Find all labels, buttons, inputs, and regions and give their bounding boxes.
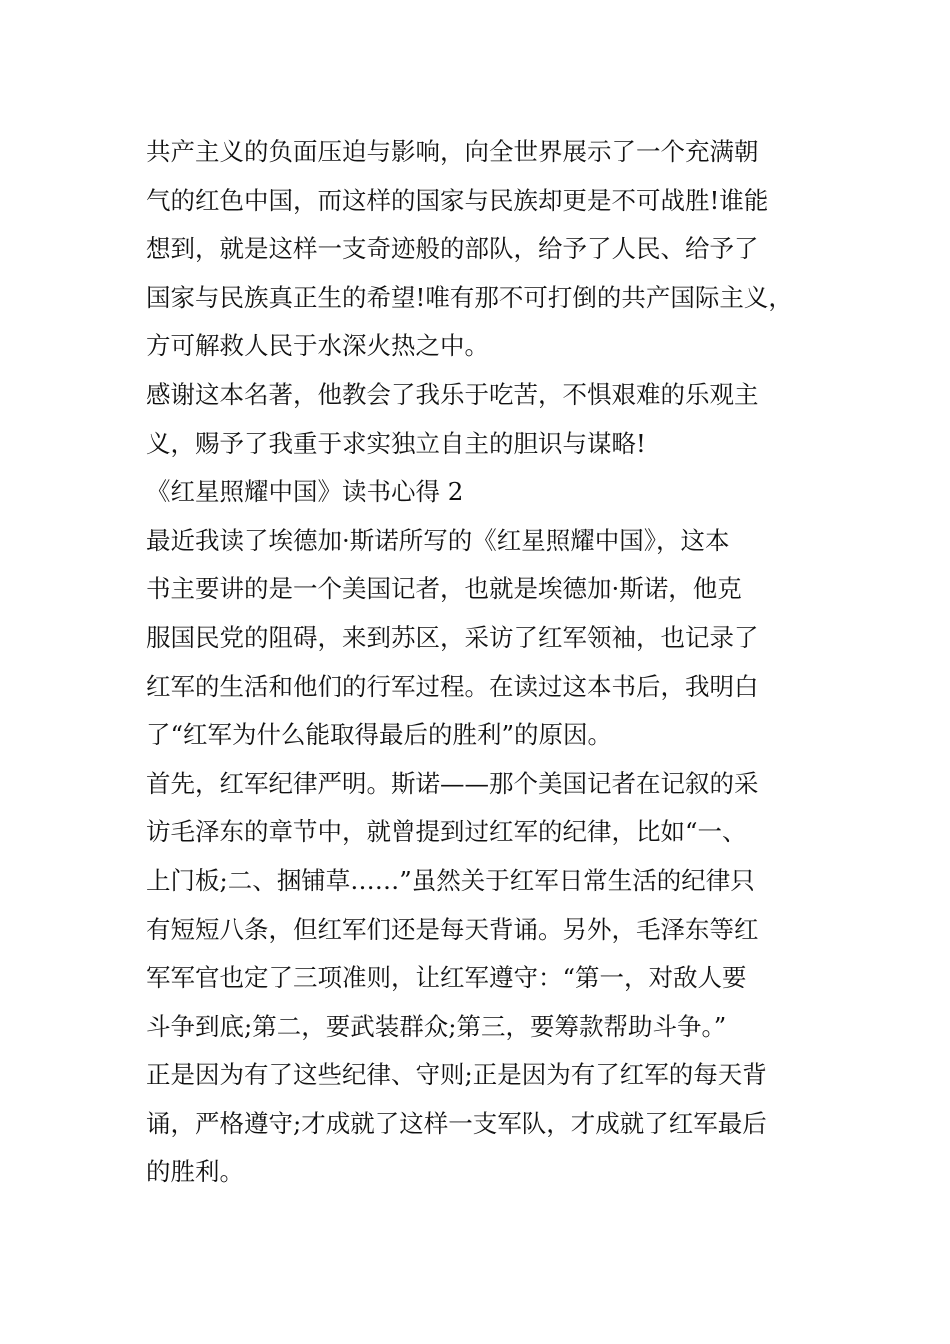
section-heading: 《红星照耀中国》读书心得 2 — [146, 477, 464, 507]
text-line: 感谢这本名著，他教会了我乐于吃苦，不惧艰难的乐观主 — [146, 379, 759, 409]
text-line: 书主要讲的是一个美国记者，也就是埃德加·斯诺，他克 — [146, 574, 742, 604]
text-line: 气的红色中国，而这样的国家与民族却更是不可战胜!谁能 — [146, 185, 769, 215]
text-line: 国家与民族真正生的希望!唯有那不可打倒的共产国际主义， — [146, 282, 793, 312]
text-line: 义，赐予了我重于求实独立自主的胆识与谋略! — [146, 428, 646, 458]
text-line: 上门板;二、捆铺草……”虽然关于红军日常生活的纪律只 — [146, 865, 755, 895]
text-line: 服国民党的阻碍，来到苏区，采访了红军领袖，也记录了 — [146, 622, 759, 652]
text-line: 诵，严格遵守;才成就了这样一支军队，才成就了红军最后 — [146, 1108, 767, 1138]
text-line: 想到，就是这样一支奇迹般的部队，给予了人民、给予了 — [146, 234, 759, 264]
text-line: 共产主义的负面压迫与影响，向全世界展示了一个充满朝 — [146, 137, 759, 166]
text-line: 正是因为有了这些纪律、守则;正是因为有了红军的每天背 — [146, 1060, 767, 1090]
text-line: 了“红军为什么能取得最后的胜利”的原因。 — [146, 720, 613, 750]
text-line: 首先，红军纪律严明。斯诺——那个美国记者在记叙的采 — [146, 768, 759, 798]
text-line: 红军的生活和他们的行军过程。在读过这本书后，我明白 — [146, 671, 759, 701]
text-line: 斗争到底;第二，要武装群众;第三，要筹款帮助斗争。” — [146, 1011, 727, 1041]
text-line: 的胜利。 — [146, 1157, 244, 1187]
text-line: 方可解救人民于水深火热之中。 — [146, 331, 489, 361]
text-line: 军军官也定了三项准则，让红军遵守：“第一，对敌人要 — [146, 963, 747, 993]
document-body — [146, 128, 836, 1197]
text-line: 访毛泽东的章节中，就曾提到过红军的纪律，比如“一、 — [146, 817, 747, 847]
text-line: 最近我读了埃德加·斯诺所写的《红星照耀中国》，这本 — [146, 525, 730, 555]
text-line: 有短短八条，但红军们还是每天背诵。另外，毛泽东等红 — [146, 914, 759, 944]
